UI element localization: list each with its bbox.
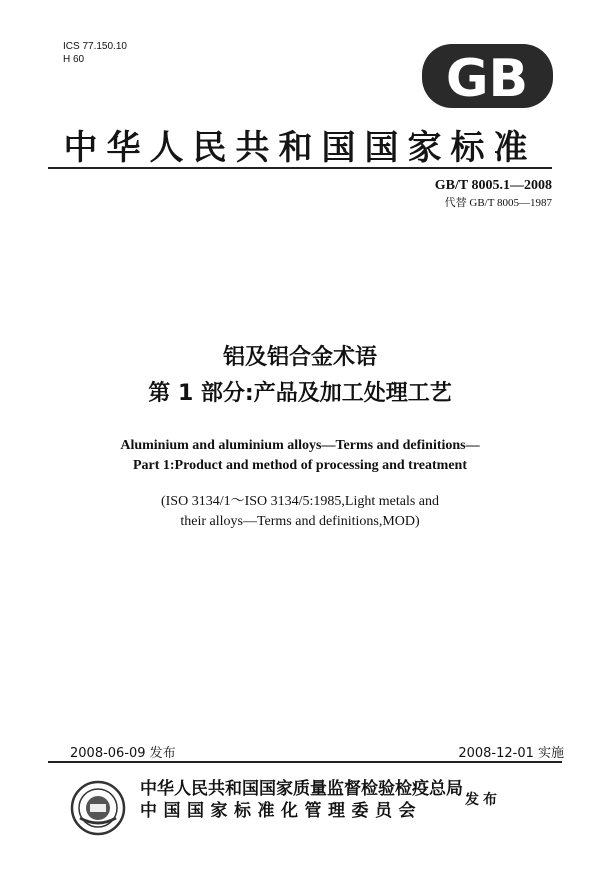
implement-date: 2008-12-01 实施 <box>458 746 564 761</box>
iso-reference-line2: their alloys—Terms and definitions,MOD) <box>180 514 420 529</box>
english-title-line1: Aluminium and aluminium alloys—Terms and definitions— <box>120 438 480 453</box>
publish-date: 2008-06-09 发布 <box>70 746 176 761</box>
issue-action: 发布 <box>465 792 501 808</box>
issuer-line2: 中国国家标准化管理委员会 <box>140 801 422 821</box>
english-title <box>0 436 600 476</box>
english-title-line2: Part 1:Product and method of processing and treatment <box>132 458 468 473</box>
iso-reference-line1: (ISO 3134/1～ISO 3134/5:1985,Light metals and <box>160 494 440 509</box>
ics-code: ICS 77.150.10 <box>63 41 127 52</box>
seal-emblem-icon <box>70 780 126 836</box>
ics-code-block <box>63 40 127 66</box>
issuer-line1: 中华人民共和国国家质量监督检验检疫总局 <box>140 779 463 799</box>
header-divider <box>48 167 552 169</box>
standard-number-block <box>435 178 552 210</box>
gb-logo-text: GB <box>445 49 529 109</box>
issuing-authorities <box>140 778 463 822</box>
chinese-title <box>0 340 600 412</box>
standard-number: GB/T 8005.1—2008 <box>434 178 552 193</box>
ccs-code: H 60 <box>63 54 85 65</box>
chinese-title-line1: 铝及铝合金术语 <box>222 345 377 370</box>
replaces-standard: 代替 GB/T 8005—1987 <box>444 197 552 209</box>
gb-logo <box>420 40 555 112</box>
national-standard-title: 中华人民共和国国家标准 <box>63 128 537 168</box>
chinese-title-line2: 第 1 部分:产品及加工处理工艺 <box>148 381 452 406</box>
footer-divider <box>48 761 562 763</box>
iso-reference <box>0 492 600 532</box>
